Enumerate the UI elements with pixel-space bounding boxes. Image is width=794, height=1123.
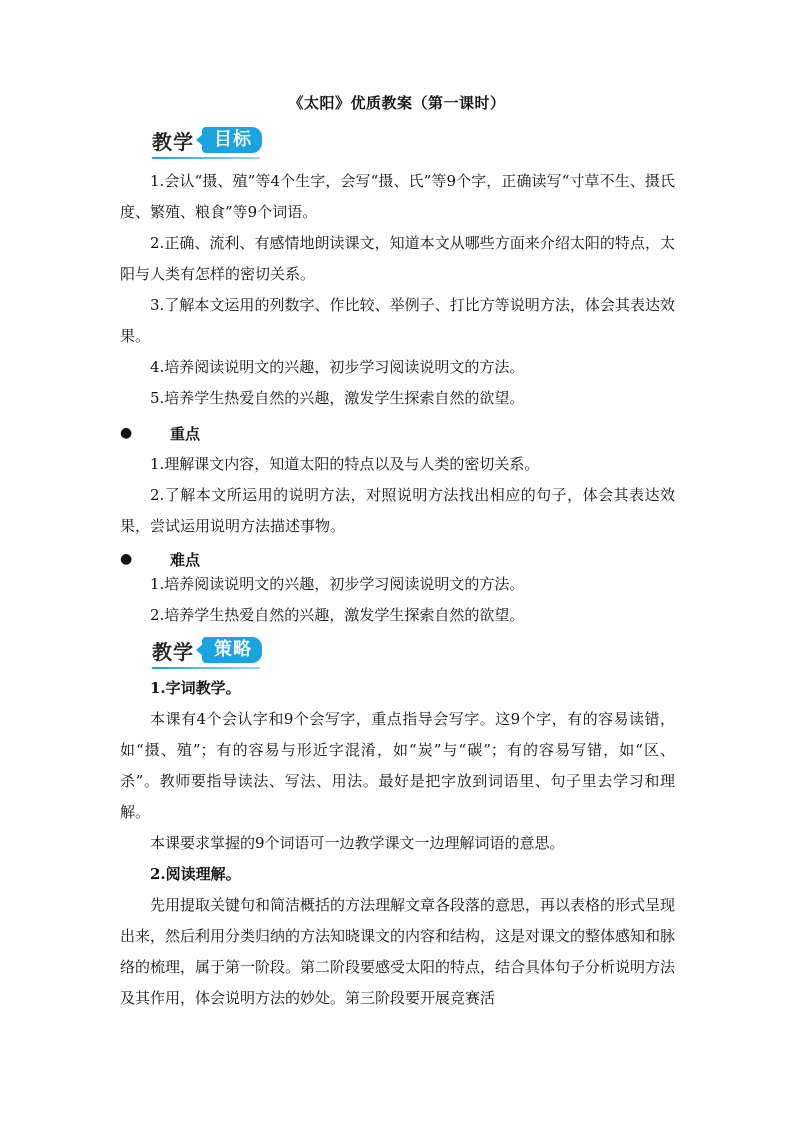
key-points-heading <box>120 421 200 445</box>
key-point-item-2: 2.了解本文所运用的说明方法，对照说明方法找出相应的句子，体会其表达效果，尝试运用说明方法描述事物。 <box>120 486 675 535</box>
goal-item-3: 3.了解本文运用的列数字、作比较、举例子、打比方等说明方法，体会其表达效果。 <box>120 296 675 345</box>
difficult-points-label: 难点 <box>170 550 201 569</box>
difficult-points-heading <box>120 547 200 571</box>
difficult-point-item-2: 2.培养学生热爱自然的兴趣，激发学生探索自然的欲望。 <box>150 606 525 624</box>
key-points-label: 重点 <box>170 424 201 443</box>
goal-item-1: 1.会认“摄、殖”等4个生字，会写“摄、氏”等9个字，正确读写“寸草不生、摄氏度、繁殖、粮食”等9个词语。 <box>120 172 675 221</box>
document-title: 《太阳》优质教案（第一课时） <box>288 94 506 112</box>
strategy-paragraph-2: 本课要求掌握的9个词语可一边教学课文一边理解词语的意思。 <box>150 834 565 852</box>
bullet-icon: ● <box>120 551 133 567</box>
strategy-paragraph-1: 本课有4个会认字和9个会写字，重点指导会写字。这9个字，有的容易读错，如“摄、殖”；有的容易与形近字混淆，如“炭”与“碳”；有的容易写错，如“区、杀”。教师要指导读法、写法、用法。最好是把字放到词语里、句子里去学习和理解。 <box>120 710 675 821</box>
goal-item-4: 4.培养阅读说明文的兴趣，初步学习阅读说明文的方法。 <box>150 358 525 376</box>
bullet-icon: ● <box>120 425 133 441</box>
section-heading-goals <box>152 124 262 156</box>
key-point-item-1: 1.理解课文内容，知道太阳的特点以及与人类的密切关系。 <box>150 455 540 473</box>
section-heading-badge: 策略 <box>202 637 262 663</box>
difficult-point-item-1: 1.培养阅读说明文的兴趣，初步学习阅读说明文的方法。 <box>150 575 525 593</box>
strategy-paragraph-3: 先用提取关键句和简洁概括的方法理解文章各段落的意思，再以表格的形式呈现出来，然后利用分类归纳的方法知晓课文的内容和结构，这是对课文的整体感知和脉络的梳理，属于第一阶段。第二阶段要感受太阳的特点，结合具体句子分析说明方法及其作用，体会说明方法的妙处。第三阶段要开展竞赛活 <box>120 896 676 1007</box>
section-heading-strategy <box>152 634 262 666</box>
section-heading-main: 教学 <box>152 129 194 154</box>
section-heading-underline <box>152 157 260 159</box>
section-heading-underline <box>152 667 260 669</box>
strategy-subtitle-2: 2.阅读理解。 <box>150 865 241 883</box>
goal-item-2: 2.正确、流利、有感情地朗读课文，知道本文从哪些方面来介绍太阳的特点，太阳与人类有怎样的密切关系。 <box>120 234 675 283</box>
section-heading-main: 教学 <box>152 639 194 664</box>
goal-item-5: 5.培养学生热爱自然的兴趣，激发学生探索自然的欲望。 <box>150 389 525 407</box>
strategy-subtitle-1: 1.字词教学。 <box>150 679 241 697</box>
section-heading-badge: 目标 <box>202 127 262 153</box>
